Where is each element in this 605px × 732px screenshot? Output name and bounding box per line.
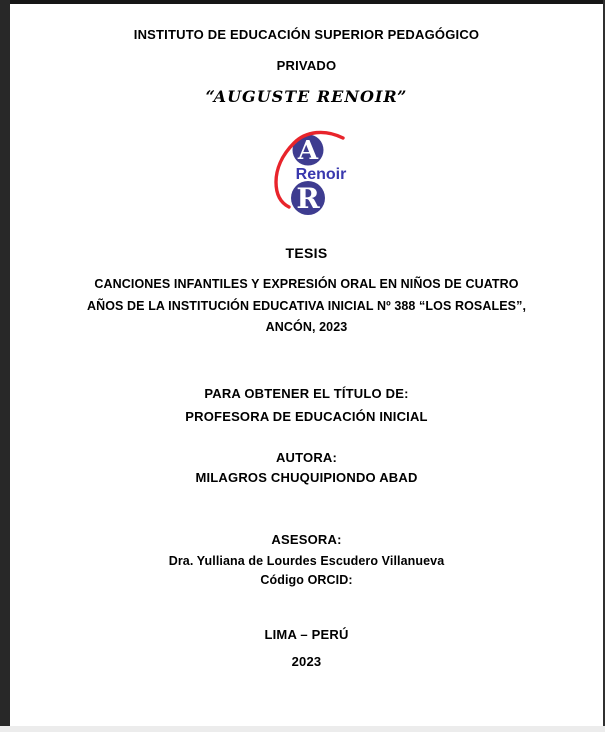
logo-wordmark: Renoir <box>295 166 347 183</box>
thesis-title-line-1: CANCIONES INFANTILES Y EXPRESIÓN ORAL EN NIÑOS DE CUATRO <box>94 277 519 291</box>
auguste-renoir-logo-graphic <box>255 118 370 223</box>
document-type-heading: TESIS <box>285 245 328 261</box>
degree-name: PROFESORA DE EDUCACIÓN INICIAL <box>185 409 428 424</box>
institution-name-line1: INSTITUTO DE EDUCACIÓN SUPERIOR PEDAGÓGICO <box>133 27 480 42</box>
advisor-name: Dra. Yulliana de Lourdes Escudero Villanueva <box>168 554 445 568</box>
author-heading: AUTORA: <box>275 450 338 465</box>
logo-monogram-r: R <box>296 182 320 215</box>
institution-name-line2: PRIVADO <box>276 58 337 73</box>
advisor-heading: ASESORA: <box>271 532 342 547</box>
viewer-left-edge <box>0 0 10 726</box>
year: 2023 <box>291 654 322 669</box>
logo-monogram-a: A <box>297 136 319 166</box>
thesis-title-line-3: ANCÓN, 2023 <box>265 320 348 334</box>
thesis-title-line-2: AÑOS DE LA INSTITUCIÓN EDUCATIVA INICIAL Nº 388 “LOS ROSALES”, <box>86 298 527 313</box>
thesis-cover-page <box>10 4 603 726</box>
author-name: MILAGROS CHUQUIPIONDO ABAD <box>195 470 418 485</box>
institution-brand-name: “AUGUSTE RENOIR” <box>205 87 408 106</box>
city-country: LIMA – PERÚ <box>264 627 349 642</box>
orcid-label: Código ORCID: <box>260 573 353 587</box>
viewer-top-edge <box>0 0 605 4</box>
degree-heading: PARA OBTENER EL TÍTULO DE: <box>204 386 409 401</box>
thesis-title <box>10 274 603 339</box>
institution-logo <box>255 118 370 223</box>
viewer-bottom-edge <box>0 726 605 732</box>
